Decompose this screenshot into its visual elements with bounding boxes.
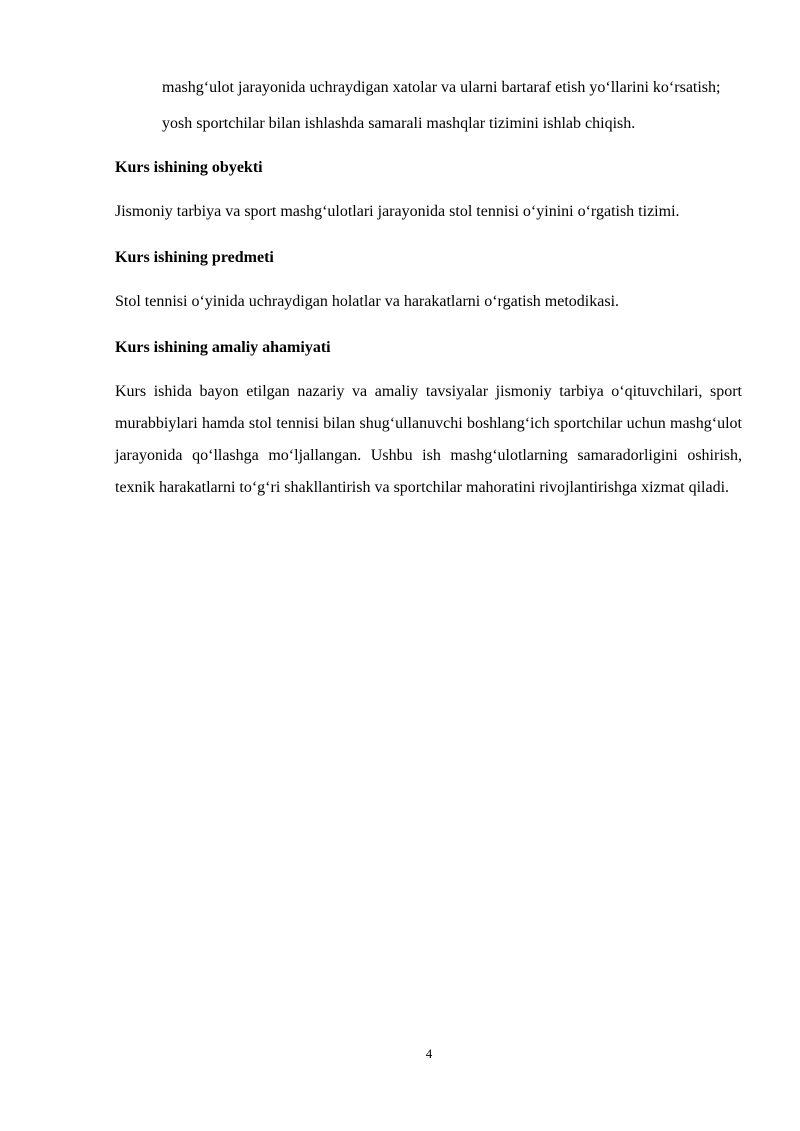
list-item: mashg‘ulot jarayonida uchraydigan xatolar va ularni bartaraf etish yo‘llarini ko‘rsatish;	[162, 79, 721, 96]
page-content	[115, 72, 742, 518]
section-text-subject: Stol tennisi o‘yinida uchraydigan holatlar va harakatlarni o‘rgatish metodikasi.	[115, 293, 620, 310]
section-heading-object: Kurs ishining obyekti	[115, 159, 263, 176]
section-text-object: Jismoniy tarbiya va sport mashg‘ulotlari jarayonida stol tennisi o‘yinini o‘rgatish tizimi.	[115, 203, 680, 220]
section-heading-subject: Kurs ishining predmeti	[115, 249, 274, 266]
section-text-significance: Kurs ishida bayon etilgan nazariy va amaliy tavsiyalar jismoniy tarbiya o‘qituvchilari, sport murabbiylari hamda stol tennisi bilan shug‘ullanuvchi boshlang‘ich sportchilar uchun mashg‘ulot jarayonida qo‘llashga mo‘ljallangan. Ushbu ish mashg‘ulotlarning samaradorligini oshirish, texnik harakatlarni to‘g‘ri shakllantirish va sportchilar mahoratini rivojlantirishga xizmat qiladi.	[115, 383, 742, 496]
list-item: yosh sportchilar bilan ishlashda samarali mashqlar tizimini ishlab chiqish.	[162, 115, 636, 132]
section-heading-significance: Kurs ishining amaliy ahamiyati	[115, 339, 331, 356]
page-number: 4	[425, 1046, 433, 1061]
